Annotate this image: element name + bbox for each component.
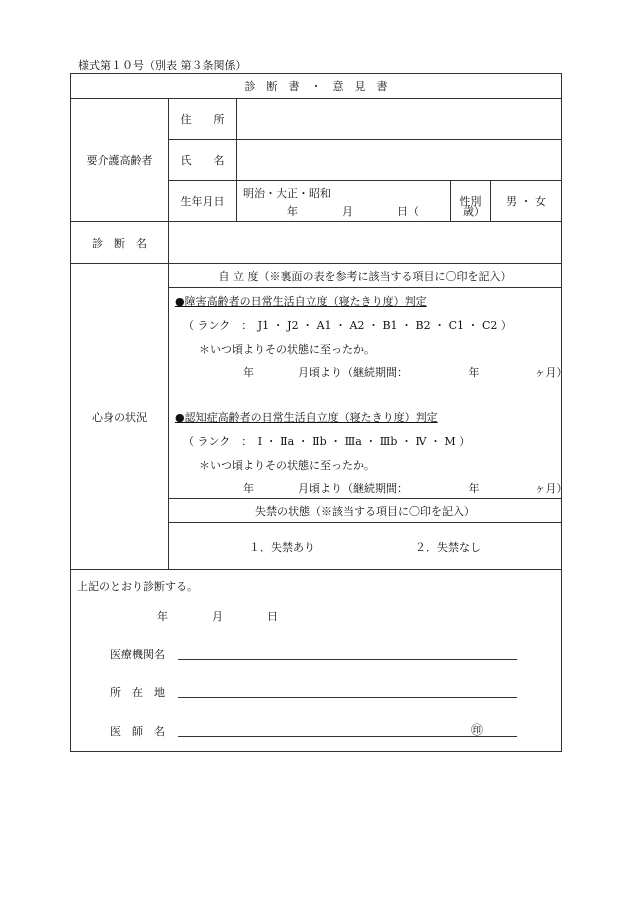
diagnosis-field[interactable] <box>169 222 562 264</box>
sex-options[interactable]: 男 ・ 女 <box>491 181 562 222</box>
name-label: 氏 名 <box>169 140 237 181</box>
address-label: 住 所 <box>169 99 237 140</box>
date-format: 年 月 日（ 歳） <box>287 205 485 218</box>
dementia-rank[interactable]: （ ランク ： Ⅰ ・ Ⅱa ・ Ⅱb ・ Ⅲa ・ Ⅲb ・ Ⅳ ・ M ） <box>183 435 471 448</box>
era-options: 明治・大正・昭和 <box>243 187 331 200</box>
address-field[interactable] <box>237 99 562 140</box>
doctor-field[interactable] <box>178 736 517 737</box>
incontinence-header: 失禁の状態（※該当する項目に〇印を記入） <box>169 499 562 523</box>
condition-label: 心身の状況 <box>71 264 169 570</box>
certification-date[interactable]: 年 月 日 <box>157 610 278 623</box>
period-line-2: 年 月頃より（継続期間： 年 ヶ月） <box>243 482 568 495</box>
diagnosis-label: 診 断 名 <box>71 222 169 264</box>
certification-statement: 上記のとおり診断する。 <box>77 580 198 593</box>
institution-field[interactable] <box>178 659 517 660</box>
dob-label: 生年月日 <box>169 181 237 222</box>
diagnosis-form-table <box>70 73 568 752</box>
independence-header: 自 立 度（※裏面の表を参考に該当する項目に〇印を記入） <box>169 264 562 288</box>
dementia-title: ●認知症高齢者の日常生活自立度（寝たきり度）判定 <box>175 411 438 424</box>
location-label: 所 在 地 <box>110 686 165 699</box>
form-title: 診 断 書 ・ 意 見 書 <box>71 74 562 99</box>
name-field[interactable] <box>237 140 562 181</box>
incontinence-body[interactable] <box>169 523 562 570</box>
applicant-label: 要介護高齢者 <box>71 99 169 222</box>
since-question-2: ＊いつ頃よりその状態に至ったか。 <box>199 459 375 472</box>
independence-body[interactable] <box>169 288 568 499</box>
seal-mark: ㊞ <box>471 723 484 737</box>
location-field[interactable] <box>178 697 517 698</box>
disabled-title: ●障害高齢者の日常生活自立度（寝たきり度）判定 <box>175 295 427 308</box>
incontinence-yes[interactable]: １．失禁あり <box>249 541 315 554</box>
certification-section <box>71 570 562 752</box>
form-number: 様式第１０号（別表 第３条関係） <box>78 59 247 72</box>
since-question: ＊いつ頃よりその状態に至ったか。 <box>199 343 375 356</box>
incontinence-no[interactable]: ２．失禁なし <box>415 541 481 554</box>
doctor-label: 医 師 名 <box>110 725 165 738</box>
institution-label: 医療機関名 <box>110 648 165 661</box>
sex-label: 性別 <box>451 181 491 222</box>
disabled-rank[interactable]: （ ランク ： J1 ・ J2 ・ A1 ・ A2 ・ B1 ・ B2 ・ C1 ・ C2 ） <box>183 319 512 332</box>
period-line: 年 月頃より（継続期間： 年 ヶ月） <box>243 366 568 379</box>
